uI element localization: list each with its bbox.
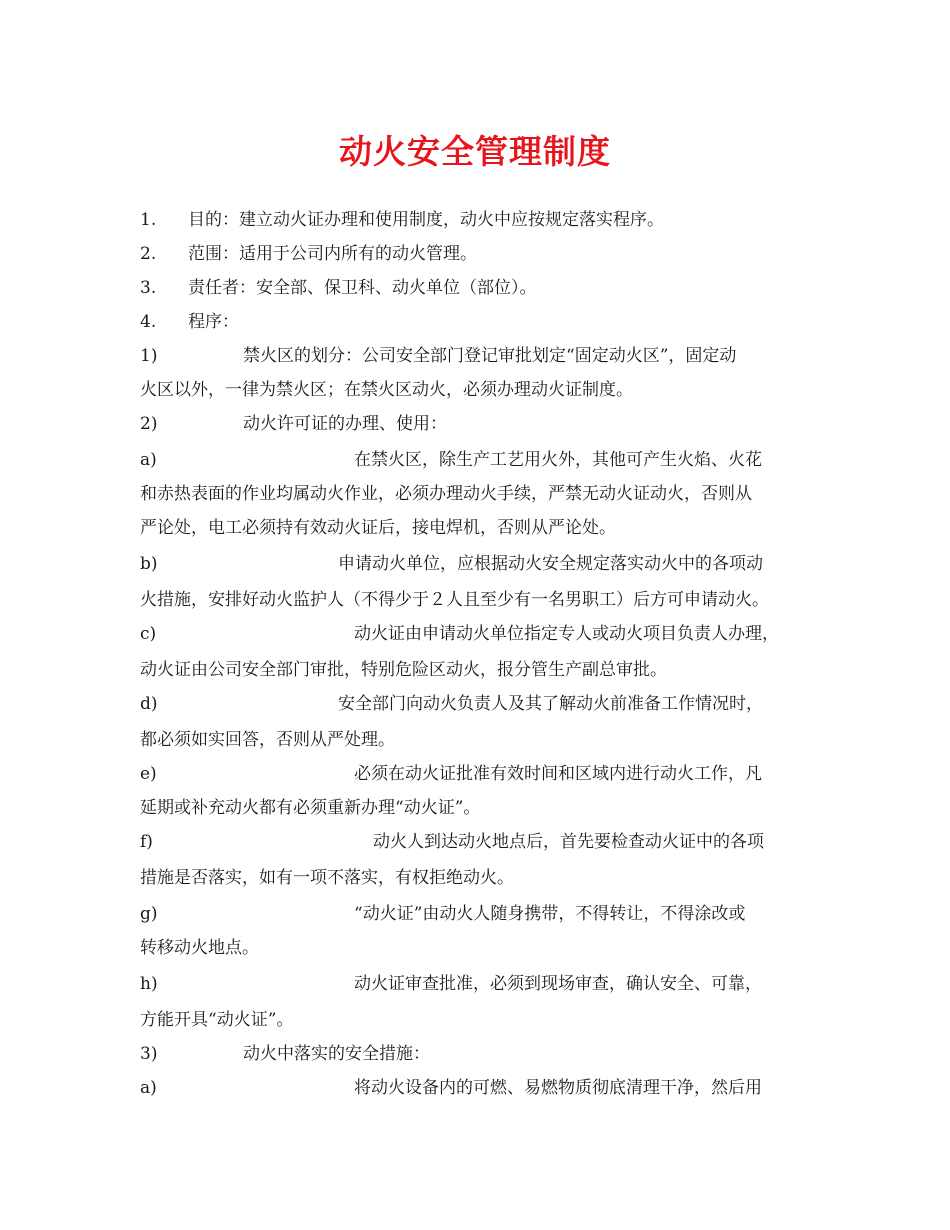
paragraph-line: 申请动火单位，应根据动火安全规定落实动火中的各项动 [338, 554, 763, 574]
sub-item-letter: h) [140, 974, 158, 994]
paragraph-line: 动火证由申请动火单位指定专人或动火项目负责人办理， [354, 624, 779, 644]
paragraph-line: 火区以外，一律为禁火区；在禁火区动火，必须办理动火证制度。 [140, 380, 633, 400]
sub-item-letter: a) [140, 1078, 157, 1098]
item-number: 1) [140, 346, 158, 366]
section-text: 程序： [188, 312, 239, 332]
paragraph-line: 严论处，电工必须持有效动火证后，接电焊机，否则从严论处。 [140, 518, 616, 538]
sub-item-letter: g) [140, 904, 158, 924]
paragraph-line: 安全部门向动火负责人及其了解动火前准备工作情况时， [338, 694, 763, 714]
section-text: 范围：适用于公司内所有的动火管理。 [188, 244, 477, 264]
paragraph-line: “动火证”由动火人随身携带，不得转让，不得涂改或 [354, 904, 746, 924]
paragraph-line: 禁火区的划分：公司安全部门登记审批划定“固定动火区”，固定动 [243, 346, 737, 366]
paragraph-line: 必须在动火证批准有效时间和区域内进行动火工作，凡 [354, 764, 762, 784]
paragraph-line: 动火中落实的安全措施： [243, 1044, 430, 1064]
sub-item-letter: b) [140, 554, 158, 574]
sub-item-letter: f) [140, 832, 153, 852]
paragraph-line: 方能开具“动火证”。 [140, 1010, 294, 1030]
paragraph-line: 火措施，安排好动火监护人（不得少于２人且至少有一名男职工）后方可申请动火。 [140, 590, 769, 610]
paragraph-line: 动火人到达动火地点后，首先要检查动火证中的各项 [373, 832, 764, 852]
section-number: 4. [140, 312, 157, 332]
item-number: 3) [140, 1044, 158, 1064]
sub-item-letter: a) [140, 450, 157, 470]
section-text: 目的：建立动火证办理和使用制度，动火中应按规定落实程序。 [188, 210, 664, 230]
paragraph-line: 将动火设备内的可燃、易燃物质彻底清理干净，然后用 [354, 1078, 762, 1098]
paragraph-line: 延期或补充动火都有必须重新办理“动火证”。 [140, 798, 481, 818]
item-number: 2) [140, 414, 158, 434]
sub-item-letter: e) [140, 764, 157, 784]
section-number: 3. [140, 278, 157, 298]
page-title: 动火安全管理制度 [339, 132, 611, 171]
paragraph-line: 动火证审查批准，必须到现场审查，确认安全、可靠， [354, 974, 762, 994]
paragraph-line: 都必须如实回答，否则从严处理。 [140, 730, 395, 750]
section-number: 1. [140, 210, 157, 230]
section-text: 责任者：安全部、保卫科、动火单位（部位）。 [188, 278, 537, 298]
paragraph-line: 和赤热表面的作业均属动火作业，必须办理动火手续，严禁无动火证动火，否则从 [140, 484, 752, 504]
paragraph-line: 措施是否落实，如有一项不落实，有权拒绝动火。 [140, 868, 514, 888]
paragraph-line: 动火证由公司安全部门审批，特别危险区动火，报分管生产副总审批。 [140, 660, 667, 680]
paragraph-line: 在禁火区，除生产工艺用火外，其他可产生火焰、火花 [354, 450, 762, 470]
section-number: 2. [140, 244, 157, 264]
sub-item-letter: c) [140, 624, 157, 644]
paragraph-line: 动火许可证的办理、使用： [243, 414, 447, 434]
sub-item-letter: d) [140, 694, 158, 714]
paragraph-line: 转移动火地点。 [140, 938, 259, 958]
